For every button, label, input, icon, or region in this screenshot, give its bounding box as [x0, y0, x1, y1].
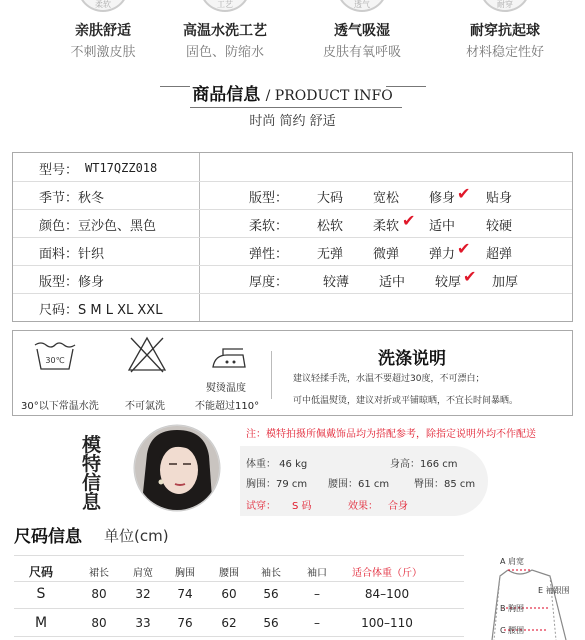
size-cell: 33 [135, 616, 151, 630]
size-cell: 84–100 [364, 587, 410, 601]
model-height: 身高：166 cm [390, 459, 458, 470]
model-try-label: 试穿： [246, 501, 276, 512]
size-list: 尺码：S M L XL XXL [39, 303, 163, 318]
attr-option: 贴身 [486, 191, 513, 206]
attr-option-selected: 较厚 [435, 275, 462, 290]
attr-option: 宽松 [373, 191, 400, 206]
size-cell: 76 [177, 616, 193, 630]
size-header: 裙长 [89, 568, 109, 579]
attr-option-selected: 弹力 [429, 247, 456, 262]
size-cell: 62 [221, 616, 237, 630]
size-cell: S [36, 586, 46, 602]
size-header-weight: 适合体重（斤） [352, 568, 422, 579]
section-title [0, 80, 585, 105]
size-cell: 56 [263, 587, 279, 601]
size-cell: – [314, 616, 320, 630]
check-icon: ✔ [463, 267, 477, 286]
attr-option: 较薄 [323, 275, 350, 290]
diagram-label-a: A 肩宽 [500, 557, 525, 566]
attr-label-thickness: 厚度： [249, 275, 289, 290]
no-bleach-label: 不可氯洗 [125, 401, 165, 412]
size-unit: 单位(cm) [104, 527, 169, 545]
attr-option: 超弹 [486, 247, 513, 262]
attr-option: 微弹 [373, 247, 400, 262]
fit: 版型：修身 [39, 275, 105, 290]
product-info-table [12, 152, 573, 322]
feature-desc: 不刺激皮肤 [70, 45, 136, 60]
attr-label-fit: 版型： [249, 191, 289, 206]
attr-label-elasticity: 弹性： [249, 247, 289, 262]
feature-desc: 材料稳定性好 [465, 45, 544, 60]
model-hip: 臀围：85 cm [414, 479, 476, 490]
wash-30-icon [33, 341, 77, 371]
model-weight: 体重： 46 kg [246, 459, 308, 470]
fabric: 面料：针织 [39, 247, 105, 262]
feature-title: 透气吸湿 [334, 23, 390, 39]
wash-label: 30°以下常温水洗 [21, 401, 99, 412]
attr-option: 加厚 [492, 275, 519, 290]
size-cell: 80 [91, 587, 107, 601]
size-header: 腰围 [219, 568, 239, 579]
attr-option: 大码 [317, 191, 344, 206]
feature-title: 亲肤舒适 [75, 23, 131, 39]
size-cell: 60 [221, 587, 237, 601]
model-label: 型号： [39, 163, 79, 178]
model-chest: 胸围：79 cm [246, 479, 308, 490]
feature-desc: 皮肤有氧呼吸 [322, 45, 401, 60]
model-vertical-char: 特 [82, 453, 102, 475]
size-title: 尺码信息 [14, 527, 82, 547]
diagram-label-c: C 腰围 [500, 626, 525, 635]
attr-option-selected: 修身 [429, 191, 456, 206]
size-header: 袖长 [261, 568, 281, 579]
iron-icon [209, 345, 249, 371]
model-vertical-char: 息 [82, 491, 102, 513]
attr-option: 较硬 [486, 219, 513, 234]
iron-label-2: 不能超过110° [195, 401, 260, 412]
model-stats-box [240, 446, 488, 516]
model-value: WT17QZZ018 [85, 161, 158, 175]
diagram-label-e: E 袖跟围 [538, 586, 570, 595]
attr-option: 适中 [379, 275, 406, 290]
care-box [12, 330, 573, 416]
season: 季节：秋冬 [39, 191, 105, 206]
section-title-en: / PRODUCT INFO [265, 88, 393, 104]
no-bleach-icon [127, 336, 167, 374]
size-header: 肩宽 [133, 568, 153, 579]
feature-desc: 固色、防缩水 [185, 45, 264, 60]
model-waist: 腰围：61 cm [328, 479, 390, 490]
feature-breathable-icon: 透气 [336, 0, 388, 12]
size-header: 尺码 [28, 565, 53, 579]
attr-option: 松软 [317, 219, 344, 234]
care-divider [271, 351, 272, 399]
model-avatar [133, 424, 221, 512]
attr-option: 适中 [429, 219, 456, 234]
attr-option: 无弹 [317, 247, 344, 262]
size-cell: 100–110 [361, 616, 413, 630]
size-cell: – [314, 587, 320, 601]
check-icon: ✔ [402, 211, 416, 230]
model-vertical-char: 信 [82, 472, 102, 494]
feature-skin-icon: 柔软 [77, 0, 129, 12]
svg-text:30℃: 30℃ [45, 356, 65, 365]
model-effect-value: 合身 [388, 501, 408, 512]
size-cell: 74 [177, 587, 193, 601]
care-line-1: 建议轻揉手洗，水温不要超过30度，不可漂白； [293, 374, 485, 384]
feature-wash-icon: 工艺 [199, 0, 251, 12]
title-line-bottom [190, 107, 402, 108]
care-line-2: 可中低温熨烫，建议对折或平铺晾晒，不宜长时间暴晒。 [293, 396, 519, 406]
care-title: 洗涤说明 [378, 349, 446, 369]
check-icon: ✔ [457, 184, 471, 203]
size-cell: M [34, 615, 48, 631]
feature-title: 耐穿抗起球 [470, 23, 540, 39]
size-cell: 32 [135, 587, 151, 601]
size-cell: 80 [91, 616, 107, 630]
section-subtitle: 时尚 简约 舒适 [249, 114, 336, 129]
section-title-cn: 商品信息 [192, 85, 261, 105]
size-header: 袖口 [307, 568, 327, 579]
iron-label-1: 熨烫温度 [206, 383, 246, 394]
feature-title: 高温水洗工艺 [183, 23, 267, 39]
model-effect-label: 效果： [348, 501, 378, 512]
size-cell: 56 [263, 616, 279, 630]
attr-option-selected: 柔软 [373, 219, 400, 234]
diagram-label-b: B 胸围 [500, 604, 525, 613]
feature-pilling-icon: 耐穿 [479, 0, 531, 12]
color: 颜色：豆沙色、黑色 [39, 219, 157, 234]
model-note: 注：模特拍摄所佩戴饰品均为搭配参考，除指定说明外均不作配送 [246, 429, 536, 440]
garment-diagram [470, 556, 582, 640]
check-icon: ✔ [457, 239, 471, 258]
model-vertical-char: 模 [82, 434, 102, 456]
model-try-value: S 码 [292, 501, 312, 512]
size-header: 胸围 [175, 568, 195, 579]
attr-label-softness: 柔软： [249, 219, 289, 234]
